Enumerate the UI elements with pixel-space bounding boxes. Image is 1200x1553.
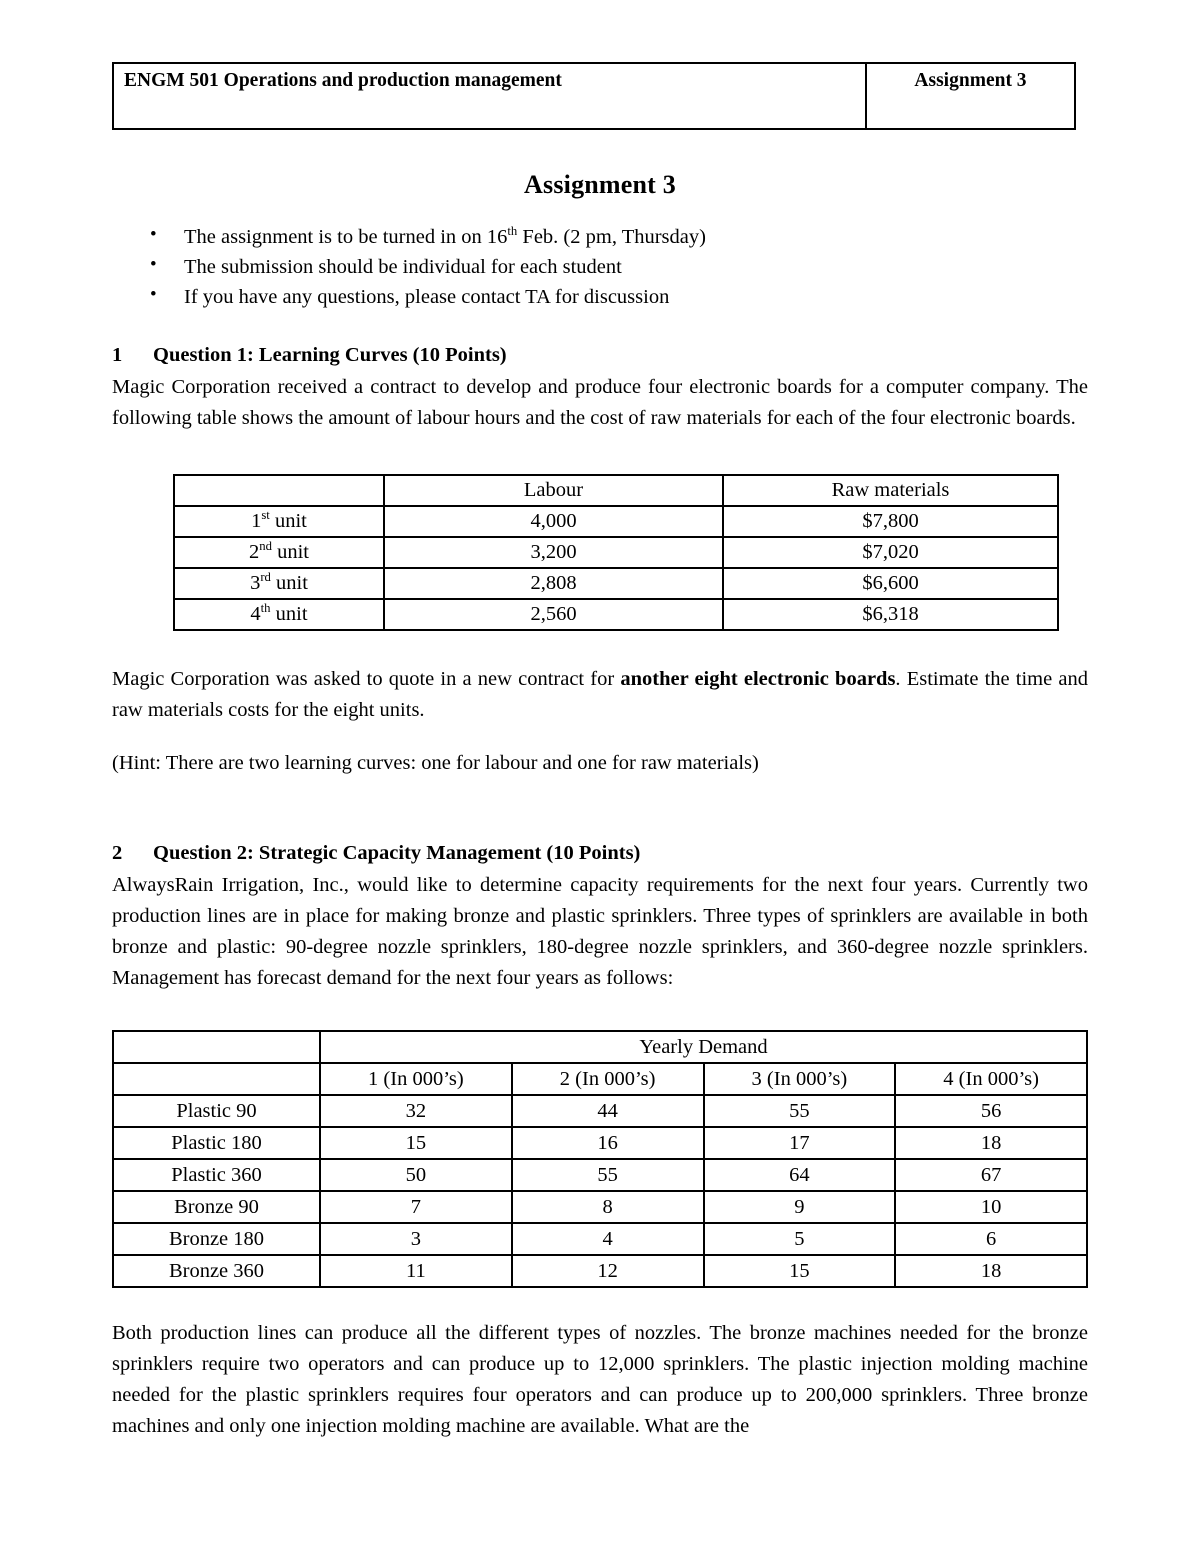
- table2-cell: 56: [895, 1095, 1087, 1127]
- yearly-demand-table-wrapper: [112, 1030, 1088, 1288]
- table2-cell: 55: [704, 1095, 896, 1127]
- table2-cell: 11: [320, 1255, 512, 1287]
- page-title: Assignment 3: [524, 170, 676, 199]
- question-1-followup-block: [112, 664, 1088, 779]
- notes-list: [112, 222, 1088, 312]
- unit-word: unit: [269, 510, 307, 533]
- table-row: [174, 506, 1058, 537]
- note-text-tail: Feb. (2 pm, Thursday): [517, 226, 706, 248]
- header-row: [113, 63, 1075, 129]
- table2-cell: 10: [895, 1191, 1087, 1223]
- table-row: [174, 537, 1058, 568]
- table2-row-label: Bronze 90: [113, 1191, 320, 1223]
- table2-cell: 64: [704, 1159, 896, 1191]
- unit-number: 1: [251, 510, 262, 533]
- table1-cell-labour: 4,000: [384, 506, 723, 537]
- question-2-followup-block: [112, 1318, 1088, 1443]
- unit-number: 3: [250, 572, 261, 595]
- quote-text-bold: another eight electronic boards: [620, 668, 896, 690]
- labour-materials-table-wrapper: [173, 474, 1059, 631]
- table2-cell: 18: [895, 1127, 1087, 1159]
- running-header: [112, 62, 1076, 130]
- note-superscript: th: [507, 224, 518, 239]
- table2-cell: 5: [704, 1223, 896, 1255]
- table2-col-year-3: 3 (In 000’s): [704, 1063, 896, 1095]
- intro-block: [112, 170, 1088, 340]
- table2-cell: 18: [895, 1255, 1087, 1287]
- table2-cell: 15: [704, 1255, 896, 1287]
- table2-cell: 55: [512, 1159, 704, 1191]
- table-header-row: [174, 475, 1058, 506]
- list-item: [112, 222, 1088, 252]
- question-2-intro: AlwaysRain Irrigation, Inc., would like to determine capacity requirements for the next four years. Currently two production lines are in place for making bronze and plastic sprinklers. Three types of sprinklers are available in both bronze and plastic: 90-degree nozzle sprinklers, 180-degree nozzle sprinklers, and 360-degree nozzle sprinklers. Management has forecast demand for the next four years as follows:: [112, 873, 1088, 990]
- table1-cell-raw: $6,600: [723, 568, 1058, 599]
- table1-col-labour: Labour: [384, 475, 723, 506]
- table2-cell: 12: [512, 1255, 704, 1287]
- table1-row-label: [174, 568, 384, 599]
- table2-col-year-4: 4 (In 000’s): [895, 1063, 1087, 1095]
- note-text: The assignment is to be turned in on 16: [184, 226, 508, 248]
- unit-word: unit: [270, 603, 308, 626]
- table-row: [174, 599, 1058, 630]
- table1-row-label: [174, 599, 384, 630]
- table2-cell: 9: [704, 1191, 896, 1223]
- table2-cell: 7: [320, 1191, 512, 1223]
- table-row: [113, 1255, 1087, 1287]
- table2-cell: 17: [704, 1127, 896, 1159]
- table-group-header-row: [113, 1031, 1087, 1063]
- table2-cell: 32: [320, 1095, 512, 1127]
- note-text: If you have any questions, please contact TA for discussion: [184, 286, 670, 309]
- table-row: [113, 1191, 1087, 1223]
- header-course-title: ENGM 501 Operations and production management: [113, 63, 866, 129]
- question-1-block: [112, 342, 1088, 434]
- table1-row-label: [174, 537, 384, 568]
- labour-materials-table: [173, 474, 1059, 631]
- question-1-number: 1: [112, 344, 123, 366]
- table1-cell-raw: $7,800: [723, 506, 1058, 537]
- table2-cell: 15: [320, 1127, 512, 1159]
- question-1-heading: [112, 342, 1088, 370]
- question-2-block: [112, 840, 1088, 994]
- table2-col-year-2: 2 (In 000’s): [512, 1063, 704, 1095]
- quote-text-pre: Magic Corporation was asked to quote in a new contract for: [112, 668, 621, 690]
- table-row: [113, 1095, 1087, 1127]
- yearly-demand-table: [112, 1030, 1088, 1288]
- table-header-row: [113, 1063, 1087, 1095]
- unit-ordinal-suffix: th: [260, 601, 271, 616]
- table1-cell-labour: 2,560: [384, 599, 723, 630]
- note-text: The submission should be individual for each student: [184, 256, 622, 279]
- table2-row-label: Plastic 90: [113, 1095, 320, 1127]
- table2-cell: 6: [895, 1223, 1087, 1255]
- table2-row-label: Bronze 360: [113, 1255, 320, 1287]
- list-item: [112, 252, 1088, 282]
- table2-cell: 16: [512, 1127, 704, 1159]
- table1-row-label: [174, 506, 384, 537]
- table1-cell-raw: $7,020: [723, 537, 1058, 568]
- table2-cell: 50: [320, 1159, 512, 1191]
- table2-row-label: Plastic 360: [113, 1159, 320, 1191]
- table2-corner-cell: [113, 1031, 320, 1063]
- table1-col-raw-materials: Raw materials: [723, 475, 1058, 506]
- unit-number: 4: [250, 603, 261, 626]
- table1-cell-labour: 3,200: [384, 537, 723, 568]
- unit-ordinal-suffix: nd: [259, 539, 272, 554]
- table2-group-header: Yearly Demand: [320, 1031, 1087, 1063]
- table2-row-label: Plastic 180: [113, 1127, 320, 1159]
- unit-ordinal-suffix: st: [261, 508, 270, 523]
- table-row: [113, 1223, 1087, 1255]
- list-item: [112, 282, 1088, 312]
- table2-cell: 3: [320, 1223, 512, 1255]
- question-1-intro: Magic Corporation received a contract to develop and produce four electronic boards for a computer company. The following table shows the amount of labour hours and the cost of raw materials for each of the four electronic boards.: [112, 375, 1088, 429]
- question-2-heading: [112, 840, 1088, 868]
- question-2-title: Question 2: Strategic Capacity Management (10 Points): [153, 842, 641, 864]
- table2-cell: 44: [512, 1095, 704, 1127]
- question-1-title: Question 1: Learning Curves (10 Points): [153, 344, 507, 366]
- table2-cell: 4: [512, 1223, 704, 1255]
- unit-number: 2: [249, 541, 260, 564]
- table-row: [174, 568, 1058, 599]
- unit-word: unit: [270, 572, 308, 595]
- table2-cell: 67: [895, 1159, 1087, 1191]
- table1-cell-labour: 2,808: [384, 568, 723, 599]
- table2-corner-cell-2: [113, 1063, 320, 1095]
- table2-cell: 8: [512, 1191, 704, 1223]
- table-row: [113, 1159, 1087, 1191]
- question-2-number: 2: [112, 842, 123, 864]
- question-1-quote-paragraph: [112, 664, 1088, 726]
- table2-row-label: Bronze 180: [113, 1223, 320, 1255]
- unit-word: unit: [271, 541, 309, 564]
- table1-corner-cell: [174, 475, 384, 506]
- unit-ordinal-suffix: rd: [260, 570, 271, 585]
- question-2-followup-paragraph: Both production lines can produce all the different types of nozzles. The bronze machines needed for the bronze sprinklers require two operators and can produce up to 12,000 sprinklers. The plastic injection molding machine needed for the plastic sprinklers requires four operators and can produce up to 200,000 sprinklers. Three bronze machines and only one injection molding machine are available. What are the: [112, 1322, 1088, 1438]
- question-1-hint: (Hint: There are two learning curves: one for labour and one for raw materials): [112, 752, 759, 775]
- table1-cell-raw: $6,318: [723, 599, 1058, 630]
- table-row: [113, 1127, 1087, 1159]
- table2-col-year-1: 1 (In 000’s): [320, 1063, 512, 1095]
- quote-text-post: . Estimate the time and raw materials costs for the eight units.: [112, 668, 1088, 722]
- header-assignment-label: Assignment 3: [866, 63, 1075, 129]
